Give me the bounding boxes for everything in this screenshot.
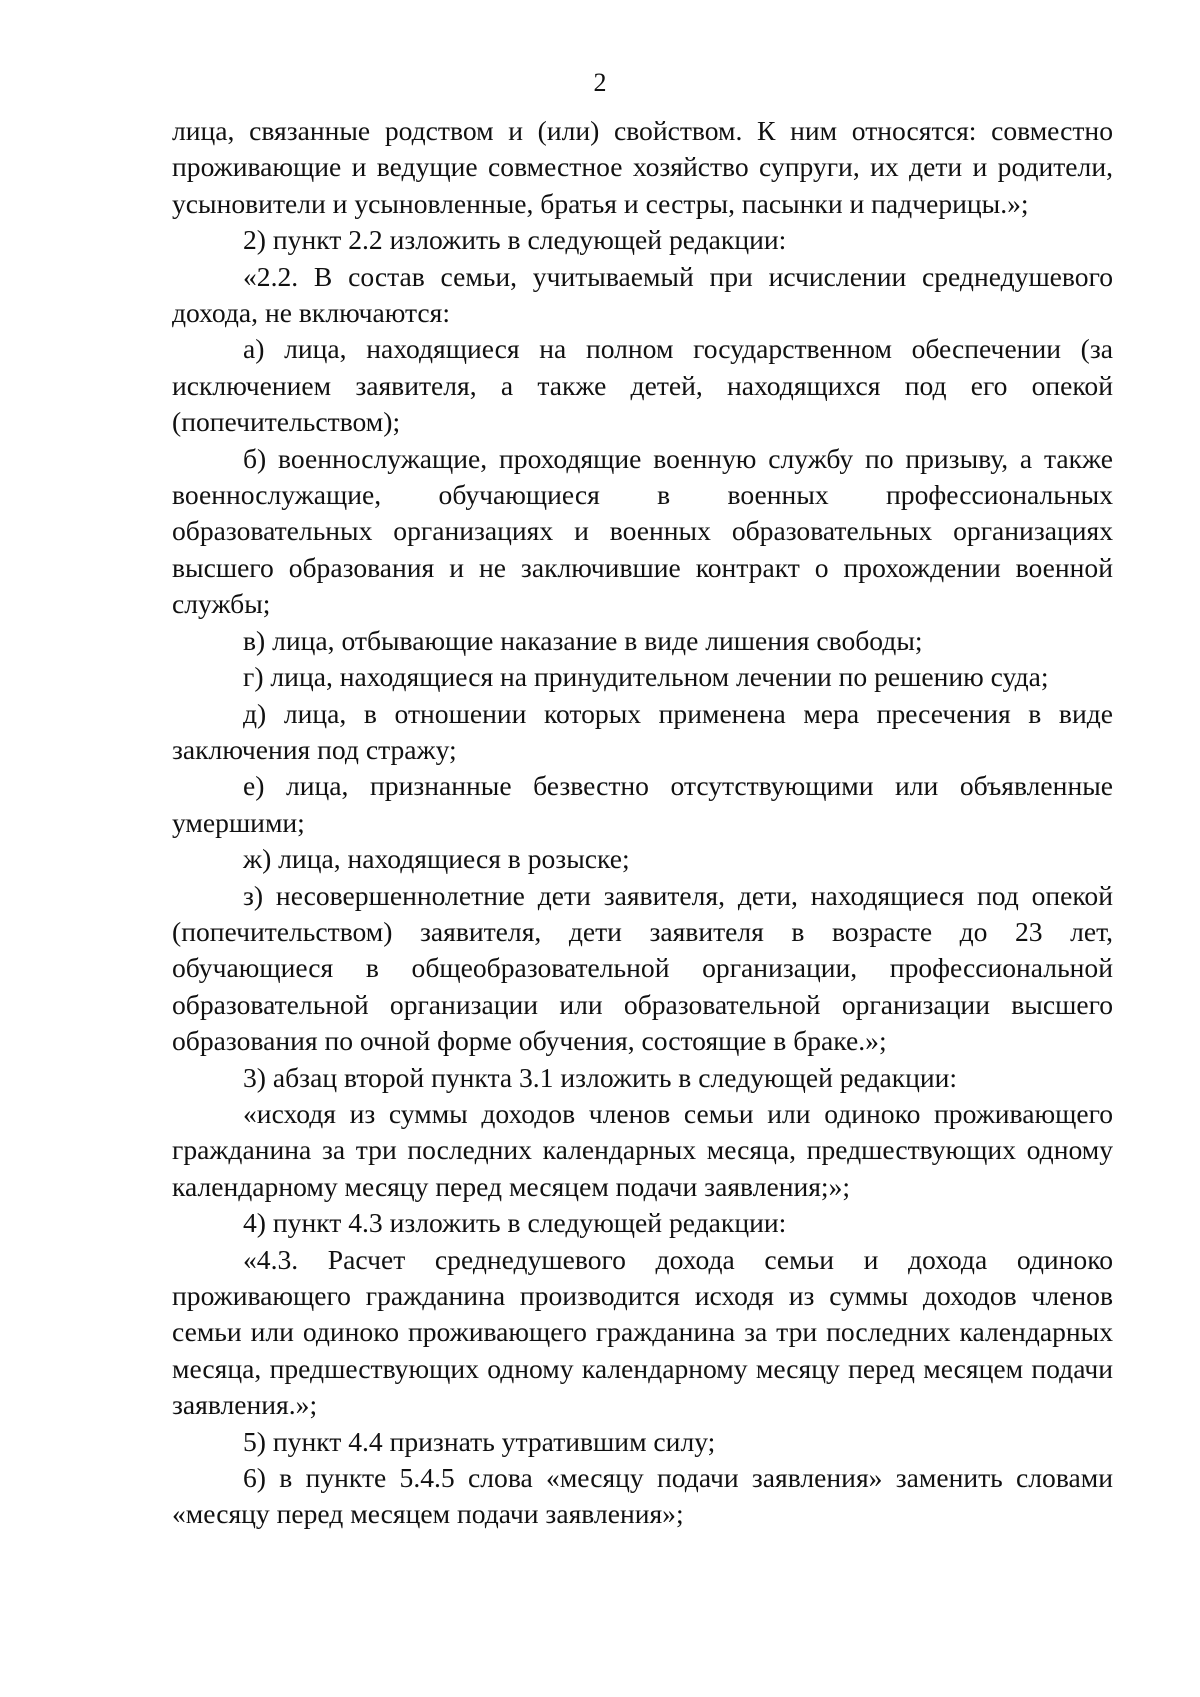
paragraph-item-2: 2) пункт 2.2 изложить в следующей редакции: bbox=[243, 224, 787, 256]
paragraph-clause-3-1-text: «исходя из суммы доходов членов семьи или одиноко проживающего гражданина за три последних календарных месяца, предшествующих одному календарному месяцу перед месяцем подачи заявления;»; bbox=[172, 1097, 1113, 1202]
paragraph-item-5: 5) пункт 4.4 признать утратившим силу; bbox=[243, 1425, 716, 1457]
paragraph-subitem-b: б) военнослужащие, проходящие военную службу по призыву, а также военнослужащие, обучающиеся в военных профессиональных образовательных организациях и военных образовательных организациях высшего образования и не заключившие контракт о прохождении военной службы; bbox=[172, 442, 1113, 620]
paragraph-subitem-zh: ж) лица, находящиеся в розыске; bbox=[243, 843, 630, 875]
paragraph-item-4: 4) пункт 4.3 изложить в следующей редакции: bbox=[243, 1207, 787, 1239]
page-number: 2 bbox=[593, 68, 607, 97]
paragraph-item-3: 3) абзац второй пункта 3.1 изложить в следующей редакции: bbox=[243, 1061, 958, 1093]
paragraph-subitem-z: з) несовершеннолетние дети заявителя, дети, находящиеся под опекой (попечительством) заявителя, дети заявителя в возрасте до 23 лет, обучающиеся в общеобразовательной организации, профессиональной образовательной организации или образовательной организации высшего образования по очной форме обучения, состоящие в браке.»; bbox=[172, 879, 1113, 1057]
paragraph-subitem-g: г) лица, находящиеся на принудительном лечении по решению суда; bbox=[243, 661, 1049, 693]
paragraph-subitem-v: в) лица, отбывающие наказание в виде лишения свободы; bbox=[243, 624, 923, 656]
paragraph-subitem-a: а) лица, находящиеся на полном государственном обеспечении (за исключением заявителя, а также детей, находящихся под его опекой (попечительством); bbox=[172, 333, 1113, 438]
paragraph-clause-4-3: «4.3. Расчет среднедушевого дохода семьи и дохода одиноко проживающего гражданина производится исходя из суммы доходов членов семьи или одиноко проживающего гражданина за три последних календарных месяца, предшествующих одному календарному месяцу перед месяцем подачи заявления.»; bbox=[172, 1243, 1113, 1421]
paragraph-subitem-e: е) лица, признанные безвестно отсутствующими или объявленные умершими; bbox=[172, 770, 1113, 838]
paragraph-clause-2-2: «2.2. В состав семьи, учитываемый при исчислении среднедушевого дохода, не включаются: bbox=[172, 260, 1113, 329]
document-body bbox=[172, 113, 1113, 1533]
paragraph-item-6: 6) в пункте 5.4.5 слова «месяцу подачи заявления» заменить словами «месяцу перед месяцем подачи заявления»; bbox=[172, 1462, 1113, 1530]
paragraph-continuation: лица, связанные родством и (или) свойством. К ним относятся: совместно проживающие и ведущие совместное хозяйство супруги, их дети и родители, усыновители и усыновленные, братья и сестры, пасынки и падчерицы.»; bbox=[172, 115, 1113, 219]
paragraph-subitem-d: д) лица, в отношении которых применена мера пресечения в виде заключения под стражу; bbox=[172, 697, 1113, 765]
